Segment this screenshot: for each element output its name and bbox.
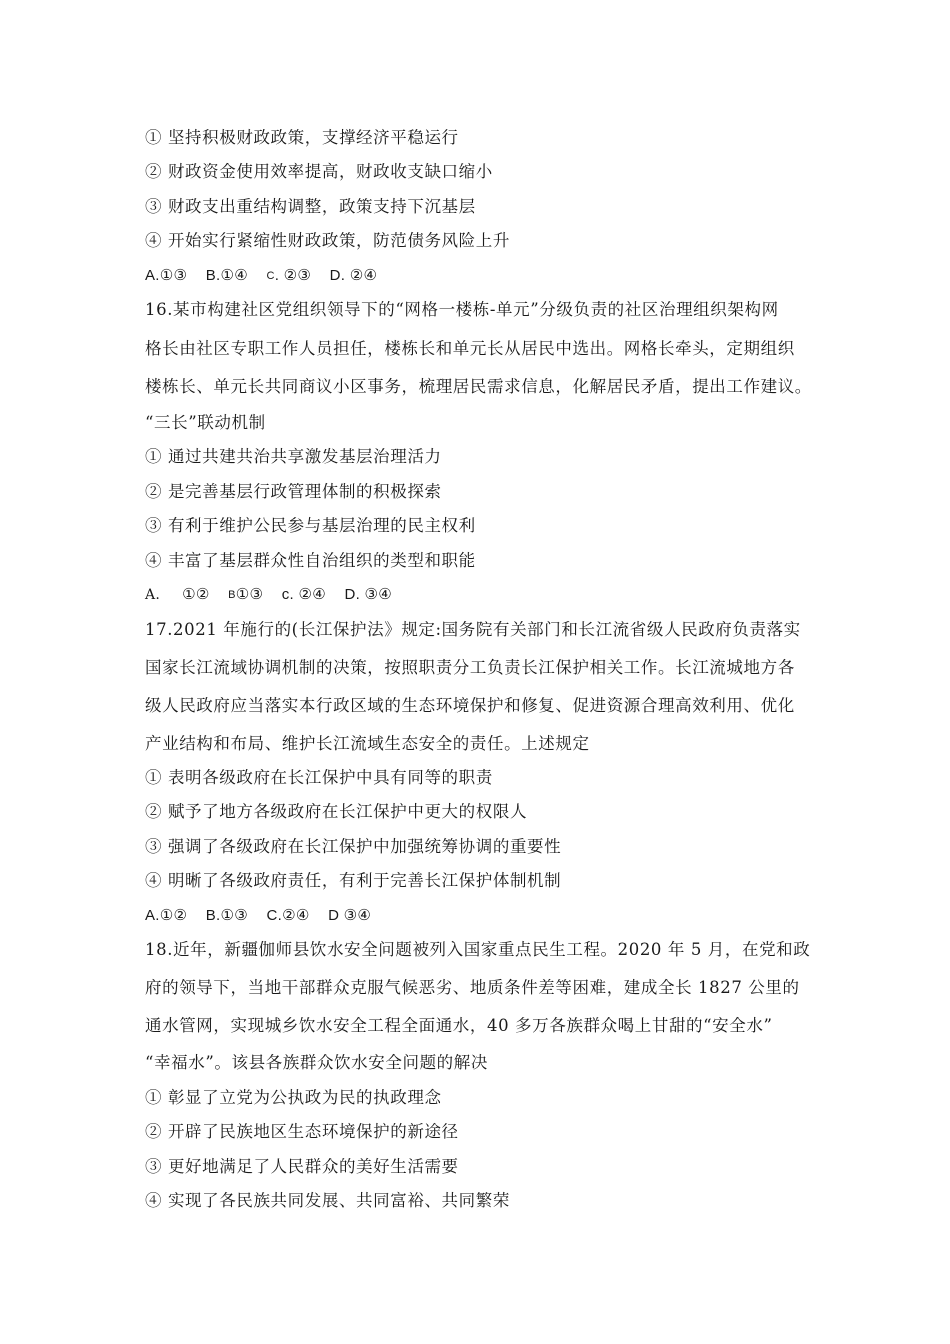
q18-stem-line-2: 府的领导下，当地干部群众克服气候恶劣、地质条件差等困难，建成全长 1827 公里的 [145,978,800,997]
q15-answer-a: A.①③ [145,267,188,284]
q16-stem-line-4: “三长”联动机制 [145,413,266,432]
q16-answer-a: ①② [182,586,210,603]
q18-option-3: ③ 更好地满足了人民群众的美好生活需要 [145,1157,459,1176]
q15-option-1: ① 坚持积极财政政策，支撑经济平稳运行 [145,128,459,147]
q17-answer-d: D ③④ [328,907,372,924]
q15-answer-d: D. ②④ [329,267,378,284]
q17-answer-choices [145,905,371,927]
q17-answer-a: A.①② [145,907,188,924]
q18-stem-line-4: “幸福水”。该县各族群众饮水安全问题的解决 [145,1053,488,1072]
q16-answer-b-letter: B [228,589,236,601]
q16-option-4: ④ 丰富了基层群众性自治组织的类型和职能 [145,551,476,570]
q16-option-3: ③ 有利于维护公民参与基层治理的民主权利 [145,516,476,535]
q16-answer-b: ①③ [235,586,264,603]
q15-answer-c: . ②③ [274,267,312,284]
q15-option-3: ③ 财政支出重结构调整，政策支持下沉基层 [145,197,476,216]
q16-answer-a-letter: A. [145,587,161,603]
q17-stem-line-3: 级人民政府应当落实本行政区域的生态环境保护和修复、促进资源合理高效利用、优化 [145,696,795,715]
q16-stem-line-3: 楼栋长、单元长共同商议小区事务，梳理居民需求信息，化解居民矛盾，提出工作建议。 [145,377,812,396]
q16-stem-line-2: 格长由社区专职工作人员担任，楼栋长和单元长从居民中选出。网格长牵头，定期组织 [145,339,795,358]
q15-option-2: ② 财政资金使用效率提高，财政收支缺口缩小 [145,162,493,181]
q18-option-4: ④ 实现了各民族共同发展、共同富裕、共同繁荣 [145,1191,510,1210]
q16-option-2: ② 是完善基层行政管理体制的积极探索 [145,482,442,501]
q18-option-1: ① 彰显了立党为公执政为民的执政理念 [145,1088,442,1107]
q15-answer-c-letter: C [266,270,275,282]
q15-answer-b: B.①④ [205,267,249,284]
q17-option-3: ③ 强调了各级政府在长江保护中加强统筹协调的重要性 [145,837,562,856]
q18-option-2: ② 开辟了民族地区生态环境保护的新途径 [145,1122,459,1141]
q17-option-1: ① 表明各级政府在长江保护中具有同等的职责 [145,768,493,787]
q16-answer-c: c. ②④ [281,586,326,603]
q18-stem-line-3: 通水管网，实现城乡饮水安全工程全面通水，40 多万各族群众喝上甘甜的“安全水” [145,1016,773,1035]
q17-option-4: ④ 明晰了各级政府责任，有利于完善长江保护体制机制 [145,871,562,890]
q16-stem-line-1: 16.某市构建社区党组织领导下的“网格一楼栋-单元”分级负责的社区治理组织架构网 [145,300,779,319]
q17-answer-b: B.①③ [205,907,249,924]
q15-answer-choices [145,265,377,287]
q18-stem-line-1: 18.近年，新疆伽师县饮水安全问题被列入国家重点民生工程。2020 年 5 月，在党和政 [145,940,811,959]
q16-answer-d: D. ③④ [344,586,393,603]
q17-answer-c: C.②④ [266,907,310,924]
q17-stem-line-4: 产业结构和布局、维护长江流域生态安全的责任。上述规定 [145,734,590,753]
q17-option-2: ② 赋予了地方各级政府在长江保护中更大的权限人 [145,802,528,821]
q16-option-1: ① 通过共建共治共享激发基层治理活力 [145,447,442,466]
q17-stem-line-1: 17.2021 年施行的(长江保护法》规定:国务院有关部门和长江流省级人民政府负责落实 [145,620,801,639]
q16-answer-choices [145,584,392,606]
q15-option-4: ④ 开始实行紧缩性财政政策，防范债务风险上升 [145,231,510,250]
q17-stem-line-2: 国家长江流域协调机制的决策，按照职责分工负责长江保护相关工作。长江流城地方各 [145,658,795,677]
